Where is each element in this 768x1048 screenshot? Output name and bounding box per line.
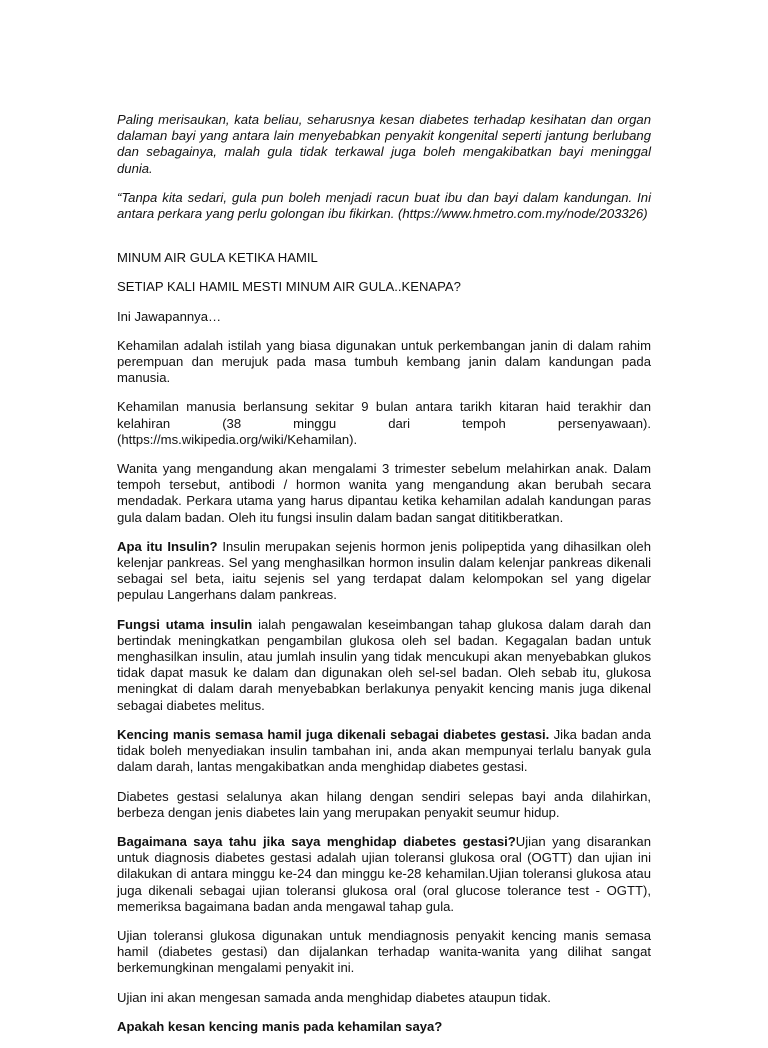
- bold-fungsi-insulin: Fungsi utama insulin: [117, 616, 253, 632]
- heading-minum-air-gula: MINUM AIR GULA KETIKA HAMIL: [117, 250, 318, 266]
- paragraph-diabetes-gestasi: [117, 727, 651, 776]
- paragraph-ujian-mengesan: Ujian ini akan mengesan samada anda menghidap diabetes ataupun tidak.: [117, 989, 551, 1005]
- paragraph-fungsi-insulin: [117, 617, 651, 714]
- paragraph-intro: Paling merisaukan, kata beliau, seharusnya kesan diabetes terhadap kesihatan dan organ dalaman bayi yang antara lain menyebabkan penyakit kongenital seperti jantung berlubang dan sebagainya, malah gula tidak terkawal juga boleh mengakibatkan bayi meninggal dunia.: [117, 112, 651, 176]
- paragraph-quote: “Tanpa kita sedari, gula pun boleh menjadi racun buat ibu dan bayi dalam kandungan. Ini antara perkara yang perlu golongan ibu fikirkan. (https://www.hmetro.com.my/node/203326): [117, 189, 651, 222]
- bold-bagaimana-tahu: Bagaimana saya tahu jika saya menghidap diabetes gestasi?: [117, 833, 516, 849]
- bold-apakah-kesan: Apakah kesan kencing manis pada kehamilan saya?: [117, 1018, 443, 1034]
- paragraph-apakah-kesan: [117, 1019, 651, 1035]
- text-apa-itu-insulin: Insulin merupakan sejenis hormon jenis polipeptida yang dihasilkan oleh kelenjar pankreas. Sel yang menghasilkan hormon insulin dalam kelenjar pankreas dikenali sebagai sel beta, iaitu sejenis sel yang terdapat dalam kelompokan sel yang digelar pepulau Langerhans dalam pankreas.: [117, 538, 651, 603]
- bold-diabetes-gestasi: Kencing manis semasa hamil juga dikenali sebagai diabetes gestasi.: [117, 726, 550, 742]
- document-page: [117, 112, 651, 1048]
- paragraph-jawapan: Ini Jawapannya…: [117, 308, 222, 324]
- paragraph-apa-itu-insulin: [117, 539, 651, 604]
- paragraph-diabetes-hilang: Diabetes gestasi selalunya akan hilang dengan sendiri selepas bayi anda dilahirkan, berbeza dengan jenis diabetes lain yang merupakan penyakit seumur hidup.: [117, 788, 651, 820]
- heading-setiap-kali-hamil: SETIAP KALI HAMIL MESTI MINUM AIR GULA..KENAPA?: [117, 279, 461, 295]
- paragraph-trimester: Wanita yang mengandung akan mengalami 3 trimester sebelum melahirkan anak. Dalam tempoh tersebut, antibodi / hormon wanita yang mengandung akan berubah secara mendadak. Perkara utama yang harus dipantau ketika kehamilan adalah kandungan paras gula dalam badan. Oleh itu fungsi insulin dalam badan sangat dititikberatkan.: [117, 461, 651, 525]
- paragraph-bagaimana-tahu: [117, 834, 651, 915]
- text-diabetes-gestasi: Jika badan anda tidak boleh menyediakan insulin tambahan ini, anda akan mempunyai terlalu banyak gula dalam darah, lantas mengakibatkan anda menghidap diabetes gestasi.: [117, 726, 651, 775]
- text-bagaimana-tahu: Ujian yang disarankan untuk diagnosis diabetes gestasi adalah ujian toleransi glukosa oral (OGTT) dan ujian ini dilakukan di antara minggu ke-24 dan minggu ke-28 kehamilan.Ujian toleransi glukosa atau juga dikenali sebagai ujian toleransi glukosa oral (oral glucose tolerance test - OGTT), memeriksa bagaimana badan anda mengawal tahap gula.: [117, 833, 651, 914]
- text-fungsi-insulin: ialah pengawalan keseimbangan tahap glukosa dalam darah dan bertindak meningkatkan pengambilan glukosa oleh sel badan. Kegagalan badan untuk menghasilkan insulin, atau jumlah insulin yang tidak mencukupi akan menyebabkan glukos tidak dapat masuk ke dalam dan digunakan oleh sel-sel badan. Oleh sebab itu, glukosa meningkat di dalam darah menyebabkan berlakunya penyakit kencing manis juga dikenal sebagai diabetes melitus.: [117, 616, 651, 713]
- paragraph-kehamilan-tempoh: Kehamilan manusia berlansung sekitar 9 bulan antara tarikh kitaran haid terakhir dan kelahiran (38 minggu dari tempoh persenyawaan). (https://ms.wikipedia.org/wiki/Kehamilan).: [117, 399, 651, 447]
- paragraph-ujian-toleransi: Ujian toleransi glukosa digunakan untuk mendiagnosis penyakit kencing manis semasa hamil (diabetes gestasi) dan dijalankan terhadap wanita-wanita yang dilihat sangat berkemungkinan mengalami penyakit ini.: [117, 927, 651, 976]
- bold-apa-itu-insulin: Apa itu Insulin?: [117, 538, 218, 554]
- paragraph-kehamilan-definisi: Kehamilan adalah istilah yang biasa digunakan untuk perkembangan janin di dalam rahim perempuan dan merujuk pada masa tumbuh kembang janin dalam kandungan pada manusia.: [117, 337, 651, 386]
